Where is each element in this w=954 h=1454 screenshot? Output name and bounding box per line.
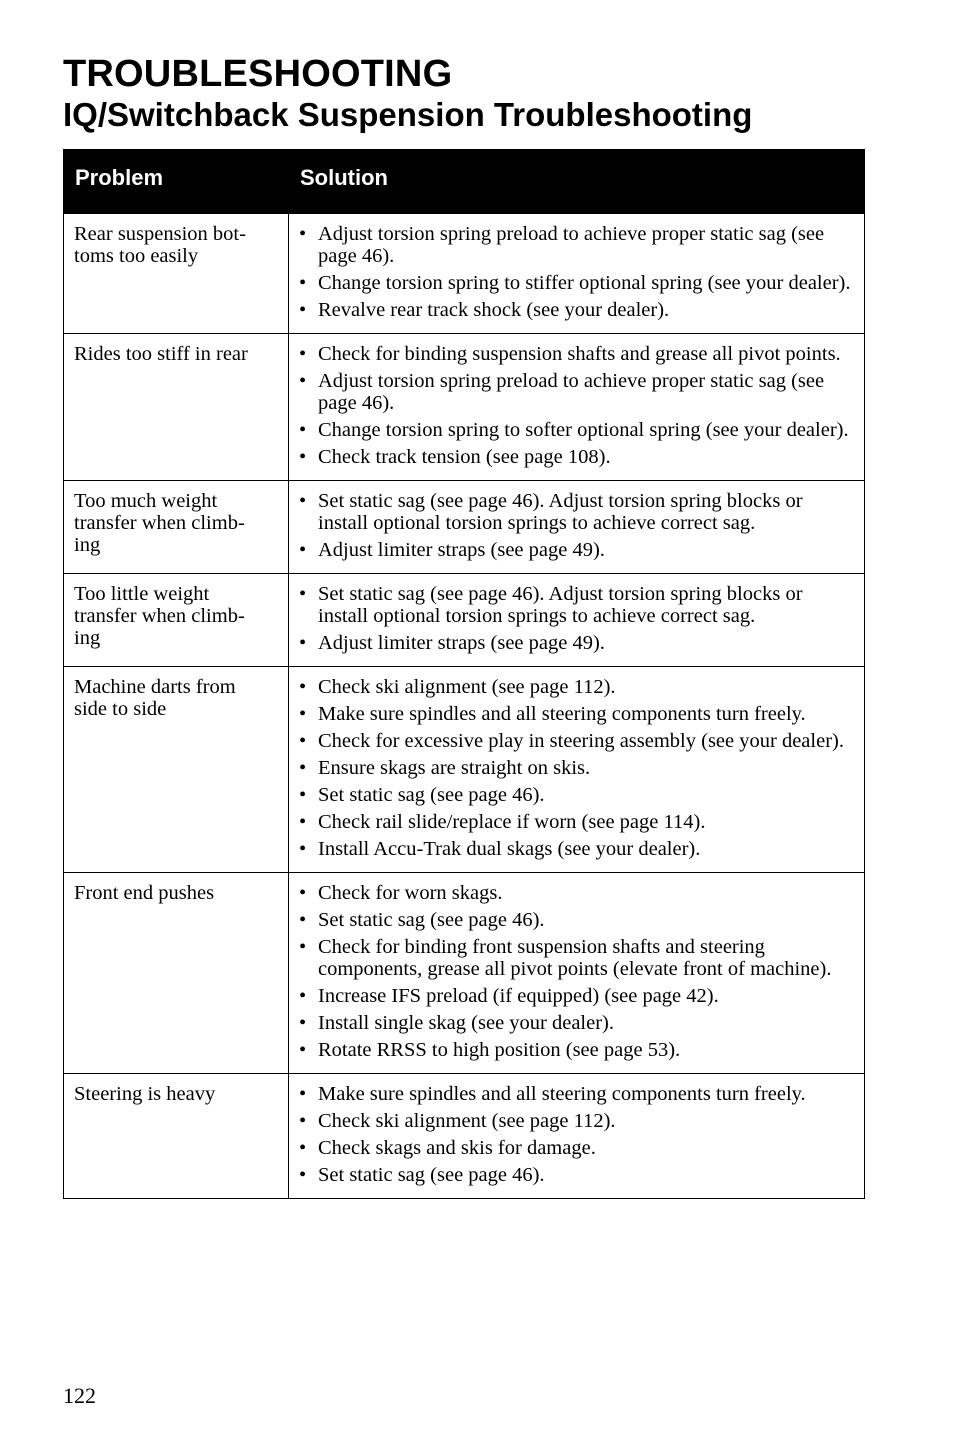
solution-item: • Check ski alignment (see page 112). <box>299 1110 856 1132</box>
solution-list <box>299 223 856 321</box>
solution-list <box>299 583 856 654</box>
solution-item: • Make sure spindles and all steering components turn freely. <box>299 1083 856 1105</box>
problem-cell: Too much weight transfer when climb- ing <box>64 481 289 574</box>
problem-cell: Steering is heavy <box>64 1074 289 1199</box>
solution-item: • Install Accu-Trak dual skags (see your dealer). <box>299 838 856 860</box>
table-body <box>64 214 865 1199</box>
solution-cell <box>289 481 865 574</box>
section-title: TROUBLESHOOTING <box>63 53 453 95</box>
solution-item: • Ensure skags are straight on skis. <box>299 757 856 779</box>
solution-item: • Make sure spindles and all steering components turn freely. <box>299 703 856 725</box>
solution-item: • Set static sag (see page 46). Adjust torsion spring blocks or install optional torsion springs to achieve correct sag. <box>299 583 856 627</box>
solution-list <box>299 343 856 468</box>
table-row <box>64 1074 865 1199</box>
problem-cell: Too little weight transfer when climb- ing <box>64 574 289 667</box>
solution-cell <box>289 873 865 1074</box>
problem-cell: Machine darts from side to side <box>64 667 289 873</box>
solution-item: • Check for binding front suspension shafts and steering components, grease all pivot points (elevate front of machine). <box>299 936 856 980</box>
solution-item: • Check for binding suspension shafts and grease all pivot points. <box>299 343 856 365</box>
problem-cell: Rear suspension bot- toms too easily <box>64 214 289 334</box>
solution-item: • Set static sag (see page 46). <box>299 784 856 806</box>
solution-item: • Revalve rear track shock (see your dealer). <box>299 299 856 321</box>
problem-cell: Front end pushes <box>64 873 289 1074</box>
solution-cell <box>289 334 865 481</box>
solution-item: • Change torsion spring to stiffer optional spring (see your dealer). <box>299 272 856 294</box>
table-row <box>64 214 865 334</box>
solution-item: • Adjust torsion spring preload to achieve proper static sag (see page 46). <box>299 370 856 414</box>
header-problem: Problem <box>64 150 289 214</box>
problem-cell: Rides too stiff in rear <box>64 334 289 481</box>
solution-cell <box>289 574 865 667</box>
solution-list <box>299 882 856 1061</box>
solution-cell <box>289 214 865 334</box>
solution-item: • Increase IFS preload (if equipped) (see page 42). <box>299 985 856 1007</box>
solution-item: • Rotate RRSS to high position (see page 53). <box>299 1039 856 1061</box>
solution-list <box>299 1083 856 1186</box>
page-number: 122 <box>63 1383 96 1408</box>
solution-list <box>299 676 856 860</box>
solution-item: • Install single skag (see your dealer). <box>299 1012 856 1034</box>
solution-item: • Check rail slide/replace if worn (see page 114). <box>299 811 856 833</box>
solution-item: • Check for worn skags. <box>299 882 856 904</box>
solution-item: • Set static sag (see page 46). Adjust torsion spring blocks or install optional torsion springs to achieve correct sag. <box>299 490 856 534</box>
solution-item: • Change torsion spring to softer optional spring (see your dealer). <box>299 419 856 441</box>
troubleshooting-table <box>63 149 865 1199</box>
table-row <box>64 667 865 873</box>
solution-item: • Set static sag (see page 46). <box>299 909 856 931</box>
solution-list <box>299 490 856 561</box>
solution-cell <box>289 667 865 873</box>
solution-item: • Adjust limiter straps (see page 49). <box>299 632 856 654</box>
solution-item: • Adjust torsion spring preload to achieve proper static sag (see page 46). <box>299 223 856 267</box>
table-row <box>64 873 865 1074</box>
solution-item: • Set static sag (see page 46). <box>299 1164 856 1186</box>
solution-cell <box>289 1074 865 1199</box>
page-subtitle: IQ/Switchback Suspension Troubleshooting <box>63 96 753 133</box>
solution-item: • Check for excessive play in steering assembly (see your dealer). <box>299 730 856 752</box>
header-row <box>64 150 865 214</box>
table-header <box>64 150 865 214</box>
table-row <box>64 481 865 574</box>
solution-item: • Adjust limiter straps (see page 49). <box>299 539 856 561</box>
solution-item: • Check ski alignment (see page 112). <box>299 676 856 698</box>
solution-item: • Check skags and skis for damage. <box>299 1137 856 1159</box>
table-row <box>64 574 865 667</box>
header-solution: Solution <box>289 150 865 214</box>
table-row <box>64 334 865 481</box>
solution-item: • Check track tension (see page 108). <box>299 446 856 468</box>
